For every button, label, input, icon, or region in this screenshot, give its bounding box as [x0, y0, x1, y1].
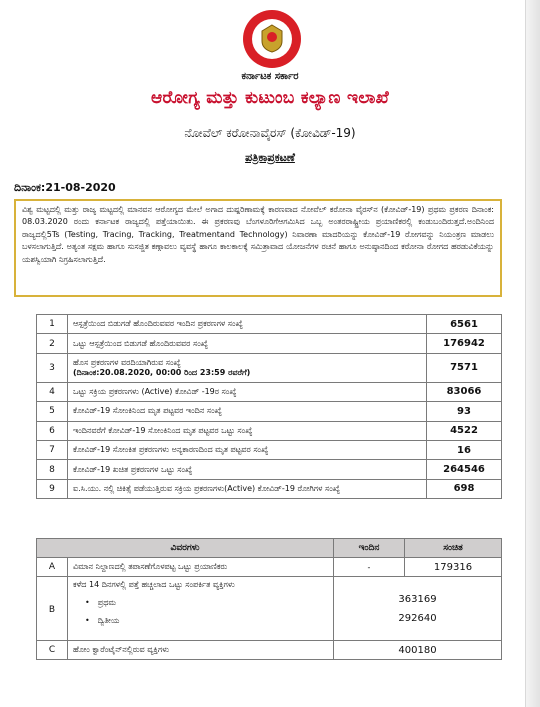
karnataka-seal-icon: [243, 10, 301, 68]
table-row: [37, 460, 502, 479]
row-description: ವಿಮಾನ ನಿಲ್ದಾಣದಲ್ಲಿ ತಪಾಸಣೆಗೊಳಪಟ್ಟ ಒಟ್ಟು ಪ್ರಯಾಣಿಕರು: [68, 558, 334, 577]
table-row: [37, 479, 502, 498]
table-row: [37, 315, 502, 334]
row-value: 16: [427, 440, 502, 459]
row-value: 83066: [427, 382, 502, 401]
row-number: 4: [37, 382, 68, 401]
row-value: 176942: [427, 334, 502, 353]
table-row: [37, 353, 502, 382]
row-description: ಕೋವಿಡ್-19 ಸೋಂಕಿತ ಪ್ರಕರಣಗಳು ಅನ್ಯಕಾರಣದಿಂದ ಮೃತ ಪಟ್ಟವರ ಸಂಖ್ಯೆ: [68, 440, 427, 459]
row-number: 9: [37, 479, 68, 498]
row-label: B: [37, 577, 68, 641]
row-description: ಐ.ಸಿ.ಯು. ನಲ್ಲಿ ಚಿಕಿತ್ಸೆ ಪಡೆಯುತ್ತಿರುವ ಸಕ್ರಿಯ ಪ್ರಕರಣಗಳು(Active) ಕೋವಿಡ್-19 ರೋಗಿಗಳ ಸಂಖ್ಯೆ: [68, 479, 427, 498]
row-label: A: [37, 558, 68, 577]
row-number: 5: [37, 402, 68, 421]
row-description: ಒಟ್ಟು ಸಕ್ರಿಯ ಪ್ರಕರಣಗಳು (Active) ಕೋವಿಡ್ -19ರ ಸಂಖ್ಯೆ: [68, 382, 427, 401]
row-description: ಒಟ್ಟು ಆಸ್ಪತ್ರೆಯಿಂದ ಬಿಡುಗಡೆ ಹೊಂದಿರುವವರ ಸಂಖ್ಯೆ: [68, 334, 427, 353]
secondary-contacts-label: • ದ್ವಿತೀಯ: [73, 616, 328, 626]
table-row: [37, 421, 502, 440]
primary-contacts-value: 363169: [398, 594, 437, 605]
statistics-table: [36, 314, 502, 499]
row-values: [334, 577, 502, 641]
department-title: ಆರೋಗ್ಯ ಮತ್ತು ಕುಟುಂಬ ಕಲ್ಯಾಣ ಇಲಾಖೆ: [150, 88, 390, 108]
government-name: ಕರ್ನಾಟಕ ಸರ್ಕಾರ: [241, 71, 299, 82]
row-number: 1: [37, 315, 68, 334]
primary-contacts-label: • ಪ್ರಥಮ: [73, 598, 328, 608]
secondary-contacts-value: 292640: [398, 613, 437, 624]
table-header-row: [37, 539, 502, 558]
table-row: [37, 558, 502, 577]
intro-paragraph: ವಿಶ್ವ ಮಟ್ಟದಲ್ಲಿ ಮತ್ತು ರಾಜ್ಯ ಮಟ್ಟದಲ್ಲಿ ಮಾನವನ ಆರೋಗ್ಯದ ಮೇಲೆ ಅಗಾದ ದುಷ್ಪರಿಣಾಮಕ್ಕೆ ಕಾರಣವಾದ ನೋವೆಲ್ ಕರೋನಾ ವೈರಸ್‌ನ (ಕೋವಿಡ್-19) ಪ್ರಥಮ ಪ್ರಕರಣ ದಿನಾಂಕ: 08.03.2020 ರಂದು ಕರ್ನಾಟಕ ರಾಜ್ಯದಲ್ಲಿ ಪತ್ತೆಯಾಯಿತು. ಈ ಪ್ರಕರಣವು ಬೆಂಗಳೂರಿಗೆಆಗಮಿಸಿದ ಒಬ್ಬ ಅಂತರರಾಷ್ಟ್ರೀಯ ಪ್ರಯಾಣಿಕರಲ್ಲಿ ಕಂಡುಬಂದಿರುತ್ತದೆ.ಅಂದಿನಿಂದ ರಾಜ್ಯದಲ್ಲಿ5Ts (Testing, Tracing, Tracking, Treatmentand Technology) ನಿವಾರಣಾ ಮಾದರಿಯನ್ನು ಕೋವಿಡ್-19 ರೋಗವನ್ನು ನಿಯಂತ್ರಣ ಮಾಡಲು ಬಳಸಲಾಗುತ್ತಿದೆ. ಅತ್ಯಂತ ಸಕ್ಷಮ ಹಾಗೂ ಸುಸಜ್ಜಿತ ಕಣ್ಗಾವಲು ವ್ಯವಸ್ಥೆ ಹಾಗೂ ಕಾಲಕಾಲಕ್ಕೆ ಸಮಿತ್ರಾವಾದ ಯೋಜನೆಗಳ ರಚನೆ ಹಾಗೂ ಅನುಷ್ಠಾನದಿಂದ ಕರೋನಾ ರೋಗದ ಹರಡುವಿಕೆಯನ್ನು ಯಶಸ್ವಿಯಾಗಿ ನಿಗ್ರಹಿಸಲಾಗುತ್ತಿದೆ.: [14, 199, 502, 297]
row-value: 4522: [427, 421, 502, 440]
row-description-main: ಹೊಸ ಪ್ರಕರಣಗಳ ವರದಿಯಾಗಿರುವ ಸಂಖ್ಯೆ: [73, 357, 181, 367]
row-number: 6: [37, 421, 68, 440]
table-row: [37, 402, 502, 421]
row-value: 7571: [427, 353, 502, 382]
row-cumulative: 179316: [405, 558, 502, 577]
table-row: [37, 382, 502, 401]
row-today: -: [334, 558, 405, 577]
row-value: 264546: [427, 460, 502, 479]
row-description: [68, 353, 427, 382]
document-type: ಪತ್ರಿಕಾಪ್ರಕಟಣೆ: [245, 151, 295, 164]
header-cumulative: ಸಂಚಿತ: [405, 539, 502, 558]
row-value: 6561: [427, 315, 502, 334]
row-description-main: ಕಳೆದ 14 ದಿನಗಳಲ್ಲಿ ಪತ್ತೆ ಹಚ್ಚಲಾದ ಒಟ್ಟು ಸಂಪರ್ಕಿತ ವ್ಯಕ್ತಿಗಳು: [73, 580, 235, 589]
table-row: [37, 641, 502, 660]
table-row: [37, 334, 502, 353]
header-today: ಇಂದಿನ: [334, 539, 405, 558]
row-description: ಇಂದಿನವರೆಗೆ ಕೋವಿಡ್-19 ಸೋಂಕಿನಿಂದ ಮೃತ ಪಟ್ಟವರ ಒಟ್ಟು ಸಂಖ್ಯೆ: [68, 421, 427, 440]
subject-title: ನೋವೆಲ್ ಕರೋನಾವೈರಸ್ (ಕೋವಿಡ್-19): [184, 126, 356, 140]
row-number: 8: [37, 460, 68, 479]
row-number: 2: [37, 334, 68, 353]
row-description: [68, 577, 334, 641]
row-cumulative: 400180: [334, 641, 502, 660]
row-number: 3: [37, 353, 68, 382]
header-details: ವಿವರಗಳು: [37, 539, 334, 558]
row-description: ಕೋವಿಡ್-19 ಖಚಿತ ಪ್ರಕರಣಗಳ ಒಟ್ಟು ಸಂಖ್ಯೆ: [68, 460, 427, 479]
row-value: 698: [427, 479, 502, 498]
surveillance-table: [36, 538, 502, 660]
row-description: ಆಸ್ಪತ್ರೆಯಿಂದ ಬಿಡುಗಡೆ ಹೊಂದಿರುವವರ ಇಂದಿನ ಪ್ರಕರಣಗಳ ಸಂಖ್ಯೆ: [68, 315, 427, 334]
row-description-sub: (ದಿನಾಂಕ:20.08.2020, 00:00 ರಿಂದ 23:59 ರವರೆಗೆ): [73, 367, 251, 377]
table-row: [37, 577, 502, 641]
row-label: C: [37, 641, 68, 660]
row-number: 7: [37, 440, 68, 459]
table-row: [37, 440, 502, 459]
row-value: 93: [427, 402, 502, 421]
row-description: ಹೋಂ ಕ್ವಾರೆಂಟೈನ್‌ನಲ್ಲಿರುವ ವ್ಯಕ್ತಿಗಳು: [68, 641, 334, 660]
release-date: ದಿನಾಂಕ:21-08-2020: [14, 181, 116, 194]
row-description: ಕೋವಿಡ್-19 ಸೋಂಕಿನಿಂದ ಮೃತ ಪಟ್ಟವರ ಇಂದಿನ ಸಂಖ್ಯೆ: [68, 402, 427, 421]
